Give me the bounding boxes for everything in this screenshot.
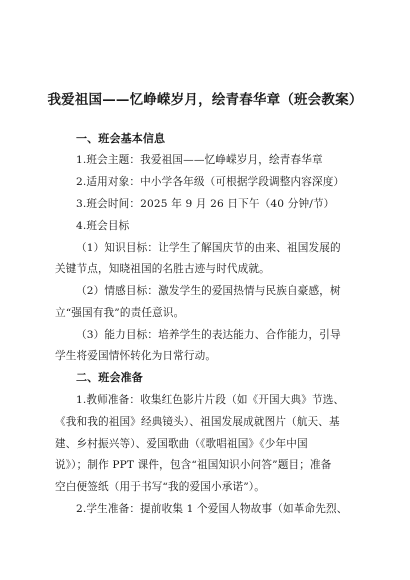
teacher-prep-line-2: 《我和我的祖国》经典镜头）、祖国发展成就图片（航天、基 bbox=[55, 416, 340, 428]
info-audience: 2.适用对象：中小学各年级（可根据学段调整内容深度） bbox=[76, 176, 345, 188]
goal-emotion-line-2: 立“强国有我”的责任意识。 bbox=[55, 307, 185, 319]
teacher-prep-line-1: 1.教师准备：收集红色影片片段（如《开国大典》节选、 bbox=[76, 394, 345, 406]
info-time: 3.班会时间：2025 年 9 月 26 日下午（40 分钟/节） bbox=[76, 198, 335, 210]
goal-knowledge-line-1: （1）知识目标：让学生了解国庆节的由来、祖国发展的 bbox=[76, 242, 341, 254]
teacher-prep-line-4: 说》）；制作 PPT 课件，包含“祖国知识小问答”题目；准备 bbox=[55, 459, 332, 471]
section-heading-basic-info: 一、班会基本信息 bbox=[76, 132, 166, 145]
goal-knowledge-line-2: 关键节点，知晓祖国的名胜古迹与时代成就。 bbox=[55, 263, 270, 275]
goals-heading: 4.班会目标 bbox=[76, 220, 130, 232]
goal-ability-line-1: （3）能力目标：培养学生的表达能力、合作能力，引导 bbox=[76, 329, 341, 341]
info-theme: 1.班会主题：我爱祖国——忆峥嵘岁月，绘青春华章 bbox=[76, 154, 323, 166]
document-title: 我爱祖国——忆峥嵘岁月，绘青春华章（班会教案） bbox=[47, 92, 363, 108]
goal-ability-line-2: 学生将爱国情怀转化为日常行动。 bbox=[55, 350, 217, 362]
goal-emotion-line-1: （2）情感目标：激发学生的爱国热情与民族自豪感，树 bbox=[76, 285, 341, 297]
teacher-prep-line-3: 建、乡村振兴等）、爱国歌曲（《歌唱祖国》《少年中国 bbox=[55, 438, 308, 450]
section-heading-preparation: 二、班会准备 bbox=[76, 371, 143, 384]
teacher-prep-line-5: 空白便签纸（用于书写“我的爱国小承诺”）。 bbox=[55, 481, 265, 493]
student-prep-line-1: 2.学生准备：提前收集 1 个爱国人物故事（如革命先烈、 bbox=[76, 503, 348, 515]
